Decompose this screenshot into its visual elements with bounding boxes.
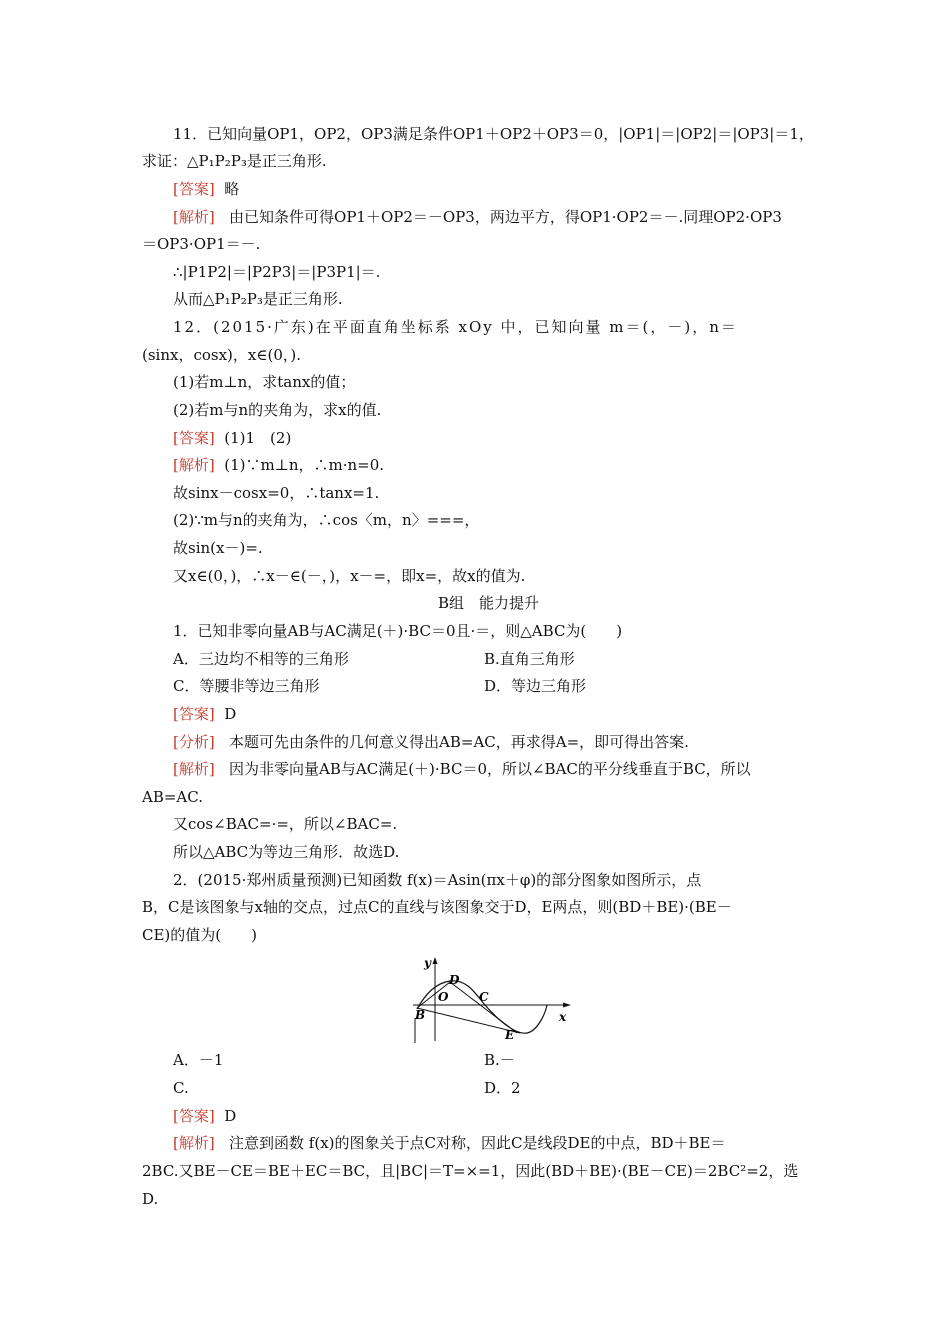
label-c: C bbox=[479, 990, 489, 1004]
q11-answer-line bbox=[173, 179, 239, 199]
b1-analysis-line2: AB=AC. bbox=[142, 788, 203, 806]
b1-analysis-line4: 所以△ABC为等边三角形．故选D. bbox=[173, 843, 400, 861]
q12-analysis-line4: 故sin(x－)=. bbox=[173, 539, 263, 557]
b1-option-b: B.直角三角形 bbox=[484, 650, 575, 668]
q12-stem-line2: (sinx，cosx)，x∈(0，). bbox=[142, 346, 301, 364]
answer-tag: [答案] bbox=[173, 180, 215, 198]
analysis-tag: [解析] bbox=[173, 760, 215, 778]
q12-part2: (2)若m与n的夹角为，求x的值. bbox=[173, 401, 382, 419]
fenxi-tag: [分析] bbox=[173, 733, 215, 751]
fenxi-text: 本题可先由条件的几何意义得出AB=AC，再求得A=，即可得出答案. bbox=[229, 733, 689, 751]
q11-stem-line2: 求证：△P₁P₂P₃是正三角形. bbox=[142, 152, 327, 170]
b2-option-c: C. bbox=[173, 1079, 189, 1097]
label-x: x bbox=[559, 1010, 567, 1024]
section-title: B组 能力提升 bbox=[438, 594, 540, 612]
q12-answer-line bbox=[173, 428, 291, 448]
b2-analysis-line1 bbox=[173, 1133, 725, 1153]
label-b: B bbox=[415, 1008, 426, 1022]
label-o: O bbox=[438, 990, 449, 1004]
b2-analysis-line2: 2BC.又BE－CE＝BE＋EC＝BC，且|BC|＝T=×=1，因此(BD＋BE)·(BE－CE)＝2BC²=2，选 bbox=[142, 1162, 799, 1180]
analysis-text: 因为非零向量AB与AC满足(＋)·BC＝0，所以∠BAC的平分线垂直于BC，所以 bbox=[229, 760, 751, 778]
q12-part1: (1)若m⊥n，求tanx的值； bbox=[173, 373, 356, 391]
label-d: D bbox=[449, 973, 460, 987]
sine-curve bbox=[417, 981, 547, 1033]
analysis-tag: [解析] bbox=[173, 1134, 215, 1152]
b2-stem-line1: 2．(2015·郑州质量预测)已知函数 f(x)＝Asin(πx＋φ)的部分图象如图所示，点 bbox=[173, 871, 702, 889]
answer-tag: [答案] bbox=[173, 705, 215, 723]
answer-text: D bbox=[224, 705, 237, 723]
q12-analysis-line5: 又x∈(0，)，∴x－∈(－，)，x－=，即x=，故x的值为. bbox=[173, 567, 526, 585]
b2-option-a: A．－1 bbox=[173, 1051, 224, 1069]
answer-text: 略 bbox=[224, 180, 240, 198]
function-graph-figure bbox=[405, 953, 580, 1043]
answer-tag: [答案] bbox=[173, 1107, 215, 1125]
b1-analysis-line1 bbox=[173, 759, 751, 779]
answer-tag: [答案] bbox=[173, 429, 215, 447]
analysis-text: 注意到函数 f(x)的图象关于点C对称，因此C是线段DE的中点，BD＋BE＝ bbox=[229, 1134, 726, 1152]
label-e: E bbox=[505, 1028, 515, 1042]
b2-answer-line bbox=[173, 1106, 236, 1126]
q12-stem-line1: 12．(2015·广东)在平面直角坐标系 xOy 中，已知向量 m＝(，－)，n＝ bbox=[173, 318, 738, 336]
q12-analysis-line3: (2)∵m与n的夹角为，∴cos〈m，n〉===， bbox=[173, 511, 480, 529]
b1-option-c: C．等腰非等边三角形 bbox=[173, 677, 320, 695]
analysis-tag: [解析] bbox=[173, 208, 215, 226]
b1-answer-line bbox=[173, 704, 236, 724]
b1-fenxi-line bbox=[173, 732, 689, 752]
b2-analysis-line3: D. bbox=[142, 1190, 159, 1208]
analysis-text: 由已知条件可得OP1＋OP2＝－OP3，两边平方，得OP1·OP2＝－.同理OP2·OP3 bbox=[229, 208, 782, 226]
q11-stem-line1: 11．已知向量OP1，OP2，OP3满足条件OP1＋OP2＋OP3＝0，|OP1|＝|OP2|＝|OP3|＝1， bbox=[173, 125, 814, 143]
answer-text: D bbox=[224, 1107, 237, 1125]
b1-analysis-line3: 又cos∠BAC=·=，所以∠BAC=. bbox=[173, 815, 398, 833]
b2-stem-line2: B，C是该图象与x轴的交点，过点C的直线与该图象交于D，E两点，则(BD＋BE)·(BE－ bbox=[142, 898, 732, 916]
label-y: y bbox=[424, 956, 431, 970]
q11-analysis-line4: 从而△P₁P₂P₃是正三角形. bbox=[173, 290, 343, 308]
b2-stem-line3: CE)的值为( ) bbox=[142, 926, 257, 944]
answer-text: (1)1 (2) bbox=[224, 429, 292, 447]
q12-analysis-line1 bbox=[173, 455, 384, 475]
analysis-tag: [解析] bbox=[173, 456, 215, 474]
q11-analysis-line3: ∴|P1P2|＝|P2P3|＝|P3P1|＝. bbox=[173, 263, 381, 281]
b1-option-d: D．等边三角形 bbox=[484, 677, 587, 695]
analysis-text: (1)∵m⊥n，∴m·n=0. bbox=[224, 456, 385, 474]
x-axis-arrow bbox=[563, 1003, 571, 1008]
b2-option-d: D．2 bbox=[484, 1079, 521, 1097]
b2-option-b: B.－ bbox=[484, 1051, 515, 1069]
q11-analysis-line2: ＝OP3·OP1＝－. bbox=[142, 235, 261, 253]
b1-option-a: A．三边均不相等的三角形 bbox=[173, 650, 349, 668]
q12-analysis-line2: 故sinx－cosx=0，∴tanx=1. bbox=[173, 484, 380, 502]
y-axis-arrow bbox=[433, 957, 438, 964]
b1-stem: 1．已知非零向量AB与AC满足(＋)·BC＝0且·＝，则△ABC为( ) bbox=[173, 622, 623, 640]
q11-analysis-line1 bbox=[173, 207, 782, 227]
